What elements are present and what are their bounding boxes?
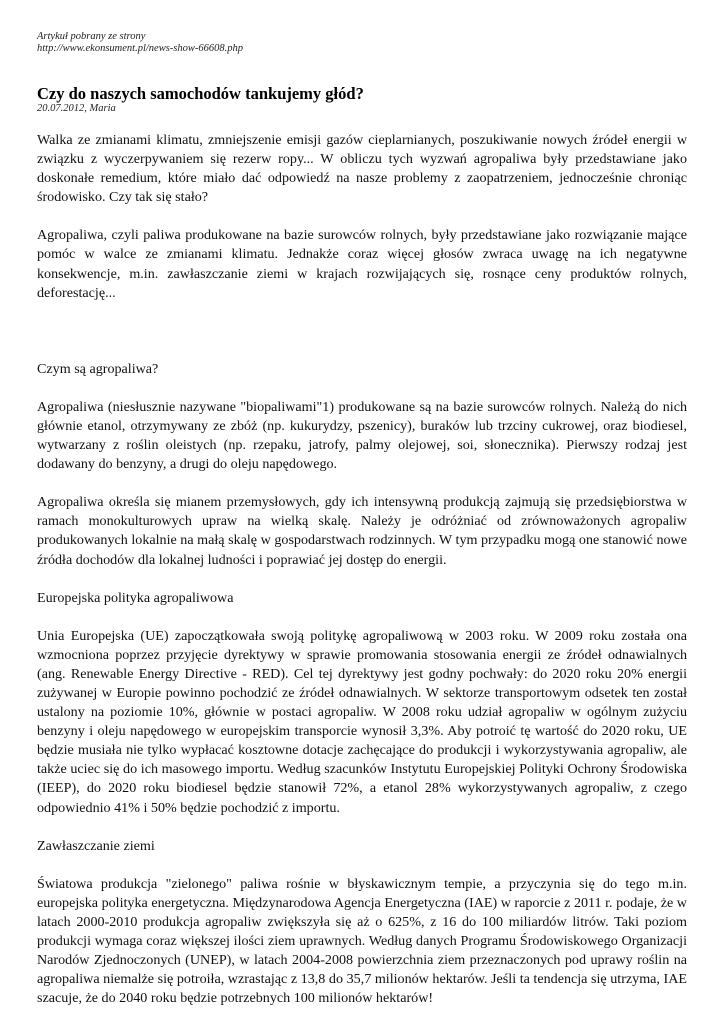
section3-paragraph-1: Światowa produkcja "zielonego" paliwa rośnie w błyskawicznym tempie, a przyczynia się do tego m.in. europejska polityka energetyczna. Międzynarodowa Agencja Energetyczna (IAE) w raporcie z 2011 r. podaje, że w latach 2000-2010 produkcja agropaliw zwiększyła się aż o 625%, z 16 do 100 miliardów litrów. Taki poziom produkcji wymaga coraz większej ilości ziem uprawnych. Według danych Programu Środowiskowego Organizacji Narodów Zjednoczonych (UNEP), w latach 2004-2008 powierzchnia ziem przeznaczonych pod uprawy roślin na agropaliwa niemalże się potroiła, wzrastając z 13,8 do 35,7 milionów hektarów. Jeśli ta tendencja się utrzyma, IAE szacuje, że do 2040 roku będzie potrzebnych 100 milionów hektarów!	[37, 875, 687, 1007]
document-page	[37, 31, 687, 1008]
section2-paragraph-1: Unia Europejska (UE) zapoczątkowała swoją politykę agropaliwową w 2003 roku. W 2009 roku została ona wzmocniona poprzez przyjęcie dyrektywy w sprawie promowania stosowania energii ze źródeł odnawialnych (ang. Renewable Energy Directive - RED). Cel tej dyrektywy jest godny pochwały: do 2020 roku 20% energii zużywanej w Europie powinno pochodzić ze źródeł odnawialnych. W sektorze transportowym odsetek ten został ustalony na poziomie 10%, głównie w postaci agropaliw. W 2008 roku udział agropaliw w ogólnym zużyciu benzyny i oleju napędowego w europejskim transporcie wynosił 3,3%. Aby potroić tę wartość do 2020 roku, UE będzie musiała nie tylko wypłacać kosztowne dotacje zachęcające do produkcji i wykorzystywania agropaliw, ale także uciec się do ich masowego importu. Według szacunków Instytutu Europejskiej Polityki Ochrony Środowiska (IEEP), do 2020 roku biodiesel będzie stanowił 72%, a etanol 28% wykorzystywanych agropaliw, z czego odpowiednio 41% i 50% będzie pochodzić z importu.	[37, 627, 687, 816]
section1-paragraph-2: Agropaliwa określa się mianem przemysłowych, gdy ich intensywną produkcją zajmują się przedsiębiorstwa w ramach monokulturowych upraw na wielką skalę. Należy je odróżniać od zrównoważonych agropaliw produkowanych lokalnie na małą skalę w gospodarstwach rodzinnych. W tym przypadku mogą one stanowić nowe źródła dochodów dla lokalnej ludności i poprawiać jej dostęp do energii.	[37, 494, 687, 568]
source-url[interactable]: http://www.ekonsument.pl/news-show-66608.php	[37, 43, 244, 54]
intro-paragraph-1: Walka ze zmianami klimatu, zmniejszenie emisji gazów cieplarnianych, poszukiwanie nowych źródeł energii w związku z wyczerpywaniem się rezerw ropy... W obliczu tych wyzwań agropaliwa były przedstawiane jako doskonałe remedium, które miało dać odpowiedź na nasze problemy z zaopatrzeniem, jednocześnie chroniąc środowisko. Czy tak się stało?	[37, 132, 687, 206]
section-heading-polityka: Europejska polityka agropaliwowa	[37, 589, 234, 606]
intro-paragraph-2: Agropaliwa, czyli paliwa produkowane na bazie surowców rolnych, były przedstawiane jako rozwiązanie mające pomóc w walce ze zmianami klimatu. Jednakże coraz więcej głosów zwraca uwagę na ich negatywne konsekwencje, m.in. zawłaszczanie ziemi w krajach rozwijających się, rosnące ceny produktów rolnych, deforestację...	[37, 227, 687, 301]
article-title: Czy do naszych samochodów tankujemy głód?	[37, 84, 364, 103]
section-heading-agropaliwa: Czym są agropaliwa?	[37, 360, 159, 377]
source-label: Artykuł pobrany ze strony	[37, 31, 146, 42]
section1-paragraph-1: Agropaliwa (niesłusznie nazywane "biopaliwami"1) produkowane są na bazie surowców rolnych. Należą do nich głównie etanol, otrzymywany ze zbóż (np. kukurydzy, pszenicy), buraków lub trzciny cukrowej, oraz biodiesel, wytwarzany z roślin oleistych (np. rzepaku, jatrofy, palmy olejowej, soi, słonecznika). Pierwszy rodzaj jest dodawany do benzyny, a drugi do oleju napędowego.	[37, 398, 687, 473]
article-body	[37, 131, 687, 1008]
article-date-author: 20.07.2012, Maria	[37, 103, 116, 114]
source-note	[37, 31, 687, 55]
section-heading-zawlaszczanie: Zawłaszczanie ziemi	[37, 837, 155, 854]
